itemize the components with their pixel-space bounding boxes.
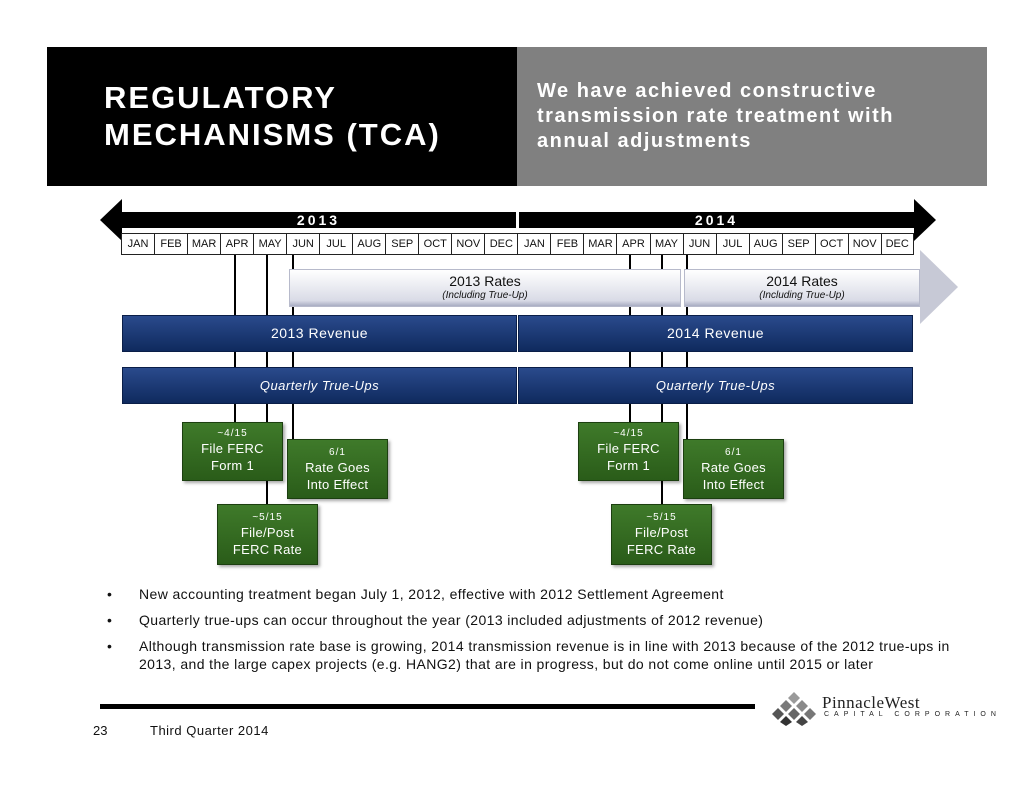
month-cell: FEB bbox=[154, 233, 187, 255]
event-rate-effect-2014 bbox=[683, 439, 784, 499]
rates-title: 2013 Rates bbox=[449, 273, 521, 289]
month-cell: SEP bbox=[385, 233, 418, 255]
month-cell: OCT bbox=[418, 233, 451, 255]
footer-text: Third Quarter 2014 bbox=[150, 723, 269, 738]
bullet-item bbox=[107, 637, 957, 673]
month-cell: APR bbox=[616, 233, 649, 255]
rates-subtitle: (Including True-Up) bbox=[442, 290, 528, 301]
subtitle-panel bbox=[517, 47, 987, 186]
month-cell: MAR bbox=[583, 233, 616, 255]
event-file-ferc-2013 bbox=[182, 422, 283, 481]
bullet-dot-icon: • bbox=[107, 586, 113, 602]
event-line: FERC Rate bbox=[626, 542, 697, 557]
month-cell: AUG bbox=[352, 233, 385, 255]
bullet-list bbox=[107, 585, 957, 681]
event-rate-effect-2013 bbox=[287, 439, 388, 499]
logo-name: PinnacleWest bbox=[822, 693, 921, 712]
month-row bbox=[121, 233, 914, 255]
month-cell: DEC bbox=[881, 233, 914, 255]
timeline-arrow-left-icon bbox=[100, 199, 122, 241]
bullet-dot-icon: • bbox=[107, 612, 113, 628]
revenue-bar-2013: 2013 Revenue bbox=[122, 315, 517, 352]
event-line: Into Effect bbox=[702, 477, 765, 492]
year-label-2014: 2014 bbox=[694, 212, 739, 228]
month-cell: JUN bbox=[683, 233, 716, 255]
bullet-item bbox=[107, 611, 957, 629]
revenue-bar-2014: 2014 Revenue bbox=[518, 315, 913, 352]
bullet-text: New accounting treatment began July 1, 2012, effective with 2012 Settlement Agreement bbox=[139, 586, 724, 602]
bullet-item bbox=[107, 585, 957, 603]
page-number: 23 bbox=[93, 723, 108, 738]
event-line: File/Post bbox=[634, 525, 689, 540]
event-line: File FERC bbox=[597, 441, 660, 456]
month-cell: OCT bbox=[815, 233, 848, 255]
footer-rule bbox=[100, 704, 755, 709]
rates-bar-2014 bbox=[684, 269, 920, 307]
trueup-bar-2014: Quarterly True-Ups bbox=[518, 367, 913, 404]
logo-subtitle: CAPITAL CORPORATION bbox=[824, 711, 1001, 718]
event-line: FERC Rate bbox=[232, 542, 303, 557]
event-post-rate-2013 bbox=[217, 504, 318, 565]
month-cell: JAN bbox=[517, 233, 550, 255]
event-date: ~4/15 bbox=[613, 428, 644, 439]
event-line: Form 1 bbox=[607, 458, 650, 473]
event-date: ~5/15 bbox=[646, 512, 677, 523]
event-date: 6/1 bbox=[329, 447, 346, 458]
timeline-arrow-right-icon bbox=[914, 199, 936, 241]
bullet-text: Quarterly true-ups can occur throughout the year (2013 included adjustments of 2012 revenue) bbox=[139, 612, 764, 628]
event-line: Rate Goes bbox=[305, 460, 370, 475]
title-panel bbox=[47, 47, 517, 186]
event-line: Rate Goes bbox=[701, 460, 766, 475]
trueup-bar-2013: Quarterly True-Ups bbox=[122, 367, 517, 404]
year-label-2013: 2013 bbox=[296, 212, 341, 228]
event-line: File FERC bbox=[201, 441, 264, 456]
month-cell: DEC bbox=[484, 233, 517, 255]
event-date: ~4/15 bbox=[217, 428, 248, 439]
event-date: ~5/15 bbox=[252, 512, 283, 523]
month-cell: MAY bbox=[650, 233, 683, 255]
event-line: File/Post bbox=[240, 525, 295, 540]
event-line: Into Effect bbox=[306, 477, 369, 492]
event-post-rate-2014 bbox=[611, 504, 712, 565]
bullet-dot-icon: • bbox=[107, 638, 113, 654]
month-cell: NOV bbox=[848, 233, 881, 255]
event-line: Form 1 bbox=[211, 458, 254, 473]
month-cell: JUL bbox=[319, 233, 352, 255]
rates-arrow-head-icon bbox=[920, 250, 958, 324]
event-date: 6/1 bbox=[725, 447, 742, 458]
month-cell: NOV bbox=[451, 233, 484, 255]
month-cell: MAY bbox=[253, 233, 286, 255]
diamond-cluster-icon bbox=[770, 690, 820, 726]
month-cell: MAR bbox=[187, 233, 220, 255]
month-cell: JAN bbox=[121, 233, 154, 255]
month-cell: FEB bbox=[550, 233, 583, 255]
page-title: REGULATORY MECHANISMS (TCA) bbox=[104, 80, 441, 152]
month-cell: SEP bbox=[782, 233, 815, 255]
rates-subtitle: (Including True-Up) bbox=[759, 290, 845, 301]
rates-bar-2013 bbox=[289, 269, 681, 307]
month-cell: JUL bbox=[716, 233, 749, 255]
page-subtitle: We have achieved constructive transmission rate treatment with annual adjustments bbox=[537, 80, 894, 152]
bullet-text: Although transmission rate base is growing, 2014 transmission revenue is in line with 2013 because of the 2012 true-ups in 2013, and the large capex projects (e.g. HANG2) that are in progress, but do not come online until 2015 or later bbox=[139, 638, 950, 672]
month-cell: JUN bbox=[286, 233, 319, 255]
company-logo bbox=[770, 690, 1001, 726]
month-cell: APR bbox=[220, 233, 253, 255]
rates-title: 2014 Rates bbox=[766, 273, 838, 289]
event-file-ferc-2014 bbox=[578, 422, 679, 481]
month-cell: AUG bbox=[749, 233, 782, 255]
